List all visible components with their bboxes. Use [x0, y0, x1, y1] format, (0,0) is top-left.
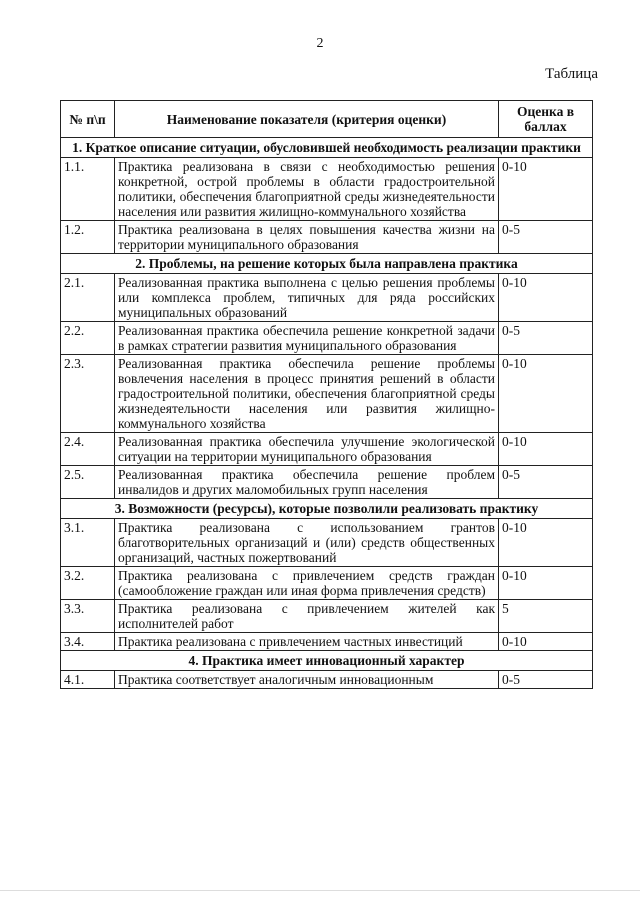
row-num: 2.4.	[61, 433, 115, 466]
header-name: Наименование показателя (критерия оценки)	[115, 101, 499, 138]
table-row	[61, 158, 593, 221]
row-name: Практика реализована с привлечением жителей как исполнителей работ	[115, 600, 499, 633]
table-row	[61, 600, 593, 633]
section-title: 2. Проблемы, на решение которых была направлена практика	[61, 254, 593, 274]
section-row-3	[61, 499, 593, 519]
row-num: 3.3.	[61, 600, 115, 633]
row-name: Практика соответствует аналогичным инновационным	[115, 671, 499, 689]
row-num: 4.1.	[61, 671, 115, 689]
row-score: 0-5	[499, 221, 593, 254]
row-name: Практика реализована в связи с необходимостью решения конкретной, острой проблемы в области градостроительной политики, обеспечения благоприятной среды жизнедеятельности населения или развития жилищно-коммунального хозяйства	[115, 158, 499, 221]
row-score: 0-10	[499, 567, 593, 600]
criteria-table	[60, 100, 593, 689]
row-name: Реализованная практика обеспечила улучшение экологической ситуации на территории муниципального образования	[115, 433, 499, 466]
table-row	[61, 633, 593, 651]
row-name: Практика реализована с привлечением средств граждан (самообложение граждан или иная форма привлечения средств)	[115, 567, 499, 600]
section-row-2	[61, 254, 593, 274]
header-score: Оценка в баллах	[499, 101, 593, 138]
row-score: 0-10	[499, 158, 593, 221]
row-score: 0-10	[499, 274, 593, 322]
row-name: Реализованная практика обеспечила решение проблем инвалидов и других маломобильных групп населения	[115, 466, 499, 499]
table-row	[61, 519, 593, 567]
table-row	[61, 433, 593, 466]
row-score: 0-10	[499, 633, 593, 651]
row-num: 2.2.	[61, 322, 115, 355]
section-row-1	[61, 138, 593, 158]
table-row	[61, 671, 593, 689]
row-score: 0-5	[499, 671, 593, 689]
page-number: 2	[316, 36, 324, 51]
row-num: 2.5.	[61, 466, 115, 499]
row-num: 2.1.	[61, 274, 115, 322]
row-name: Реализованная практика выполнена с целью решения проблемы или комплекса проблем, типичных для ряда российских муниципальных образований	[115, 274, 499, 322]
table-row	[61, 274, 593, 322]
row-name: Реализованная практика обеспечила решение проблемы вовлечения населения в процесс принятия решений в области градостроительной политики, обеспечения благоприятной среды жизнедеятельности населения или развития жилищно-коммунального хозяйства	[115, 355, 499, 433]
section-row-4	[61, 651, 593, 671]
row-num: 2.3.	[61, 355, 115, 433]
row-num: 1.1.	[61, 158, 115, 221]
table-caption: Таблица	[545, 66, 598, 82]
row-name: Практика реализована с привлечением частных инвестиций	[115, 633, 499, 651]
row-num: 3.1.	[61, 519, 115, 567]
page-bottom-divider	[0, 890, 640, 891]
table-row	[61, 322, 593, 355]
row-num: 1.2.	[61, 221, 115, 254]
row-name: Реализованная практика обеспечила решение конкретной задачи в рамках стратегии развития муниципального образования	[115, 322, 499, 355]
table-row	[61, 355, 593, 433]
table-row	[61, 466, 593, 499]
row-score: 0-5	[499, 466, 593, 499]
row-score: 0-10	[499, 355, 593, 433]
row-num: 3.2.	[61, 567, 115, 600]
section-title: 1. Краткое описание ситуации, обусловившей необходимость реализации практики	[61, 138, 593, 158]
row-num: 3.4.	[61, 633, 115, 651]
section-title: 3. Возможности (ресурсы), которые позволили реализовать практику	[61, 499, 593, 519]
section-title: 4. Практика имеет инновационный характер	[61, 651, 593, 671]
row-name: Практика реализована в целях повышения качества жизни на территории муниципального образования	[115, 221, 499, 254]
header-num: № п\п	[61, 101, 115, 138]
table-row	[61, 567, 593, 600]
row-score: 0-10	[499, 519, 593, 567]
row-score: 0-5	[499, 322, 593, 355]
row-name: Практика реализована с использованием грантов благотворительных организаций и (или) средств общественных организаций, частных пожертвований	[115, 519, 499, 567]
row-score: 5	[499, 600, 593, 633]
row-score: 0-10	[499, 433, 593, 466]
table-header-row	[61, 101, 593, 138]
table-row	[61, 221, 593, 254]
